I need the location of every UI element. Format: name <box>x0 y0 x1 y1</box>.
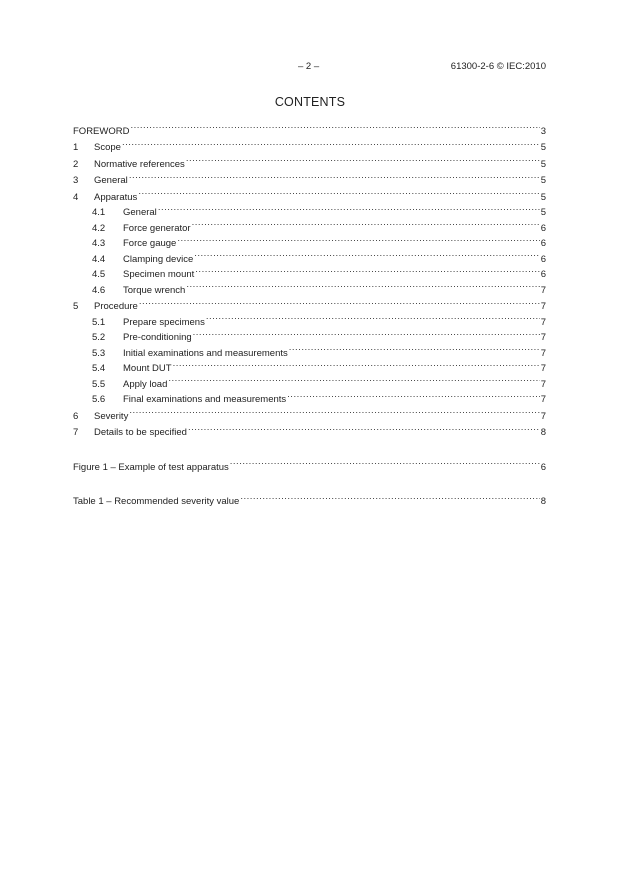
toc-entry[interactable] <box>73 184 546 203</box>
dot-leader <box>177 231 539 247</box>
toc-entry-number: 4.3 <box>92 238 106 249</box>
toc-entry-title: Severity <box>94 410 129 422</box>
toc-entry-title: General <box>123 207 157 218</box>
table-entry-title: Table 1 – Recommended severity value <box>73 496 240 507</box>
toc-entry-title: FOREWORD <box>73 125 130 137</box>
dot-leader <box>122 135 540 151</box>
toc-entry-page: 7 <box>540 301 546 312</box>
toc-entry-number: 4.2 <box>92 222 106 234</box>
toc-entry-page: 7 <box>540 410 546 422</box>
toc-entry-page: 5 <box>540 142 546 153</box>
toc-entry-number: 6 <box>73 410 79 422</box>
dot-leader <box>186 151 540 167</box>
toc-entry-title: Force gauge <box>123 238 177 249</box>
toc-entry-title: General <box>94 175 128 186</box>
dot-leader <box>129 403 539 419</box>
dot-leader <box>195 262 539 278</box>
toc-entry-number: 7 <box>73 427 79 438</box>
page-header <box>0 61 620 75</box>
dot-leader <box>139 294 540 310</box>
toc-entry-page: 7 <box>540 316 546 328</box>
toc-entry-number: 4.4 <box>92 253 106 265</box>
dot-leader <box>129 168 540 184</box>
toc-entry-number: 4.6 <box>92 284 106 296</box>
toc-entry-page: 5 <box>540 191 546 203</box>
toc-entry-number: 5 <box>73 301 79 312</box>
toc-entry-number: 4 <box>73 191 79 203</box>
toc-entry-title: Apply load <box>123 378 168 390</box>
toc-entry-page: 7 <box>540 378 546 390</box>
toc-entry-number: 5.1 <box>92 316 106 328</box>
dot-leader <box>194 246 539 262</box>
dot-leader <box>138 184 539 200</box>
dot-leader <box>289 340 540 356</box>
toc-entry[interactable] <box>73 403 546 422</box>
dot-leader <box>130 118 539 134</box>
toc-entry-page: 7 <box>540 363 546 374</box>
toc-entry-number: 4.1 <box>92 207 106 218</box>
toc-entry-number: 2 <box>73 158 79 170</box>
toc-entry-page: 7 <box>540 347 546 359</box>
toc-entry-number: 5.2 <box>92 332 106 343</box>
table-of-contents <box>73 118 546 507</box>
toc-entry[interactable] <box>73 151 546 170</box>
figure-entry-page: 6 <box>540 461 546 473</box>
toc-entry-title: Force generator <box>123 222 191 234</box>
toc-entry-page: 5 <box>540 175 546 186</box>
toc-entry-page: 6 <box>540 238 546 249</box>
toc-entry-number: 3 <box>73 175 79 186</box>
toc-entry[interactable] <box>92 309 546 328</box>
table-entry-page: 8 <box>540 496 546 507</box>
toc-entry-title: Pre-conditioning <box>123 332 192 343</box>
toc-entry-page: 8 <box>540 427 546 438</box>
toc-entry[interactable] <box>73 118 546 137</box>
dot-leader <box>158 200 540 216</box>
toc-entry-title: Scope <box>94 142 121 153</box>
toc-entry-page: 5 <box>540 158 546 170</box>
toc-entry[interactable] <box>92 200 546 216</box>
toc-entry[interactable] <box>73 294 546 310</box>
toc-entry-title: Final examinations and measurements <box>123 394 287 405</box>
dot-leader <box>192 215 540 231</box>
table-entry[interactable] <box>73 489 546 505</box>
toc-entry-number: 5.5 <box>92 378 106 390</box>
toc-entry[interactable] <box>73 420 546 436</box>
toc-entry-page: 5 <box>540 207 546 218</box>
page-title: CONTENTS <box>274 95 346 109</box>
toc-entry-page: 6 <box>540 222 546 234</box>
dot-leader <box>287 387 540 403</box>
toc-entry[interactable] <box>73 168 546 184</box>
dot-leader <box>230 454 540 470</box>
toc-entry-title: Initial examinations and measurements <box>123 347 288 359</box>
toc-entry[interactable] <box>73 135 546 151</box>
toc-entry-title: Mount DUT <box>123 363 172 374</box>
toc-entry-title: Apparatus <box>94 191 138 203</box>
dot-leader <box>186 277 539 293</box>
figure-entry[interactable] <box>73 454 546 473</box>
toc-entry-page: 6 <box>540 269 546 280</box>
toc-entry-title: Procedure <box>94 301 138 312</box>
document-id: 61300-2-6 © IEC:2010 <box>450 61 546 72</box>
toc-entry-title: Prepare specimens <box>123 316 205 328</box>
dot-leader <box>206 309 540 325</box>
toc-entry-page: 7 <box>540 332 546 343</box>
figure-entry-title: Figure 1 – Example of test apparatus <box>73 461 229 473</box>
toc-entry-number: 4.5 <box>92 269 106 280</box>
toc-entry-title: Details to be specified <box>94 427 187 438</box>
toc-entry-title: Torque wrench <box>123 284 186 296</box>
toc-entry-title: Normative references <box>94 158 185 170</box>
toc-entry-page: 3 <box>540 125 546 137</box>
toc-entry-number: 5.3 <box>92 347 106 359</box>
toc-entry-title: Clamping device <box>123 253 194 265</box>
toc-entry-page: 6 <box>540 253 546 265</box>
toc-entry-page: 7 <box>540 394 546 405</box>
toc-entry-page: 7 <box>540 284 546 296</box>
dot-leader <box>240 489 539 505</box>
toc-entry-number: 5.6 <box>92 394 106 405</box>
toc-entry-number: 5.4 <box>92 363 106 374</box>
dot-leader <box>168 371 539 387</box>
page-number: – 2 – <box>298 61 320 72</box>
dot-leader <box>193 325 540 341</box>
toc-entry[interactable] <box>92 215 546 234</box>
toc-entry-title: Specimen mount <box>123 269 195 280</box>
dot-leader <box>173 356 540 372</box>
dot-leader <box>188 420 540 436</box>
toc-entry-number: 1 <box>73 142 79 153</box>
